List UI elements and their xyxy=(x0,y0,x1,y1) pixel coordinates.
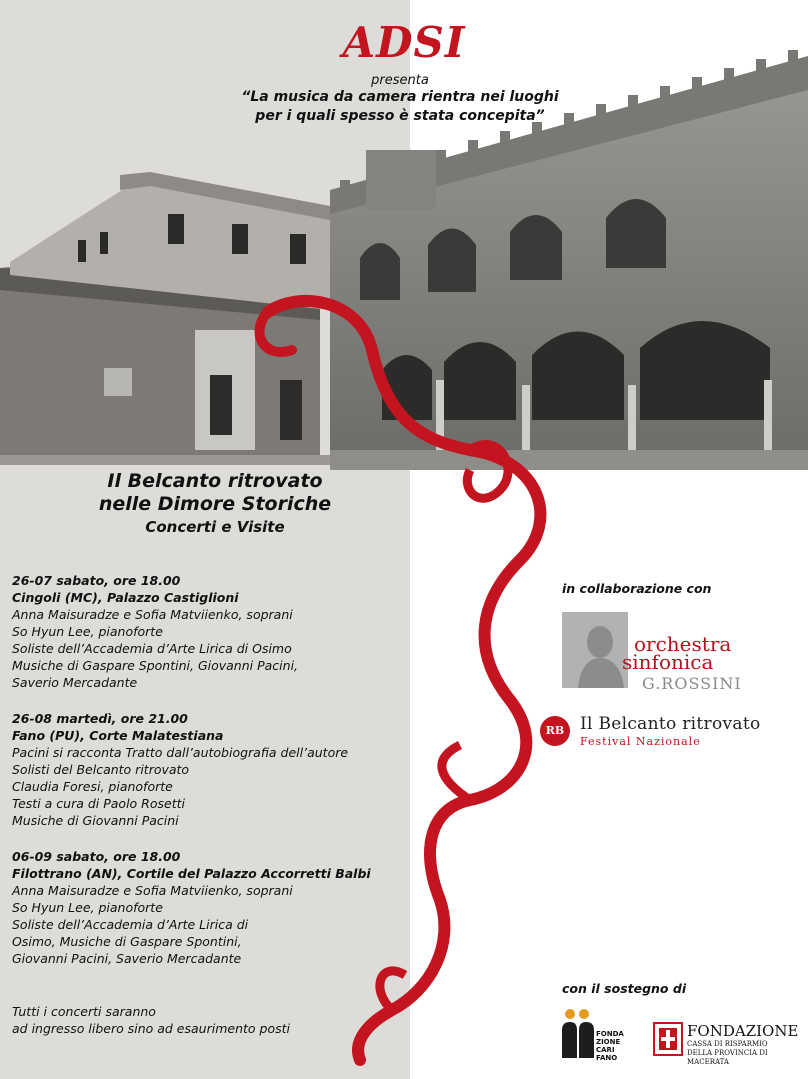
carifano-text: FONDA ZIONE CARI FANO xyxy=(596,1030,624,1062)
event-line: Osimo, Musiche di Gaspare Spontini, xyxy=(12,934,242,949)
sinfonica-word: sinfonica xyxy=(622,650,714,674)
event-place: Cingoli (MC), Palazzo Castiglioni xyxy=(12,590,239,605)
fondazione-carifano-logo xyxy=(560,1008,624,1062)
event-place: Fano (PU), Corte Malatestiana xyxy=(12,728,224,743)
event-line: So Hyun Lee, pianoforte xyxy=(12,624,163,639)
program-title xyxy=(20,470,410,516)
belcanto-title: Il Belcanto ritrovato xyxy=(580,714,761,734)
support-label: con il sostegno di xyxy=(562,981,687,996)
macerata-crest-icon xyxy=(653,1022,683,1056)
event-line: Anna Maisuradze e Sofia Matviienko, soprani xyxy=(12,607,293,622)
presenta-text: presenta xyxy=(371,73,429,88)
fondazione-macerata-logo xyxy=(653,1022,803,1066)
event-date: 26-07 sabato, ore 18.00 xyxy=(12,573,181,588)
macerata-subtitle xyxy=(687,1040,803,1067)
quote-text xyxy=(170,88,630,126)
event-line: Claudia Foresi, pianoforte xyxy=(12,779,173,794)
event-3 xyxy=(12,848,412,967)
event-line: Anna Maisuradze e Sofia Matviienko, soprani xyxy=(12,883,293,898)
event-date: 06-09 sabato, ore 18.00 xyxy=(12,849,181,864)
free-entry-line-1: Tutti i concerti saranno xyxy=(12,1004,156,1019)
macerata-subtitle-line-1: CASSA DI RISPARMIO xyxy=(687,1040,768,1048)
event-line: Saverio Mercadante xyxy=(12,675,138,690)
palace-photo xyxy=(0,0,808,470)
collaboration-label: in collaborazione con xyxy=(562,581,712,596)
event-line: Soliste dell’Accademia d’Arte Lirica di xyxy=(12,917,249,932)
event-line: Musiche di Giovanni Pacini xyxy=(12,813,179,828)
quote-line-2: per i quali spesso è stata concepita” xyxy=(255,108,545,124)
free-entry-line-2: ad ingresso libero sino ad esaurimento posti xyxy=(12,1021,290,1036)
quote-line-1: “La musica da camera rientra nei luoghi xyxy=(241,89,559,105)
rossini-word: G.ROSSINI xyxy=(642,674,742,693)
carifano-icon xyxy=(560,1008,596,1060)
macerata-subtitle-line-2: DELLA PROVINCIA DI MACERATA xyxy=(687,1049,768,1066)
free-entry-note xyxy=(12,1003,372,1037)
event-line: Testi a cura di Paolo Rosetti xyxy=(12,796,185,811)
event-line: Musiche di Gaspare Spontini, Giovanni Pacini, xyxy=(12,658,299,673)
event-date: 26-08 martedì, ore 21.00 xyxy=(12,711,188,726)
event-line: Soliste dell’Accademia d’Arte Lirica di Osimo xyxy=(12,641,292,656)
adsi-logo: ADSI xyxy=(342,18,466,67)
macerata-title: FONDAZIONE xyxy=(687,1022,799,1040)
event-line: So Hyun Lee, pianoforte xyxy=(12,900,163,915)
orchestra-rossini-logo xyxy=(562,612,802,692)
rossini-portrait-icon xyxy=(562,612,628,688)
event-line: Giovanni Pacini, Saverio Mercadante xyxy=(12,951,242,966)
program-title-line-2: nelle Dimore Storiche xyxy=(98,493,332,515)
event-line: Pacini si racconta Tratto dall’autobiografia dell’autore xyxy=(12,745,349,760)
orchestra-word: orchestra xyxy=(634,632,732,656)
event-2 xyxy=(12,710,412,829)
event-1 xyxy=(12,572,412,691)
belcanto-seal-icon: RB xyxy=(540,716,570,746)
belcanto-subtitle: Festival Nazionale xyxy=(580,735,701,748)
program-subtitle: Concerti e Visite xyxy=(145,518,285,536)
event-place: Filottrano (AN), Cortile del Palazzo Accorretti Balbi xyxy=(12,866,371,881)
program-title-line-1: Il Belcanto ritrovato xyxy=(107,470,323,492)
event-line: Solisti del Belcanto ritrovato xyxy=(12,762,190,777)
belcanto-festival-logo xyxy=(540,714,808,754)
